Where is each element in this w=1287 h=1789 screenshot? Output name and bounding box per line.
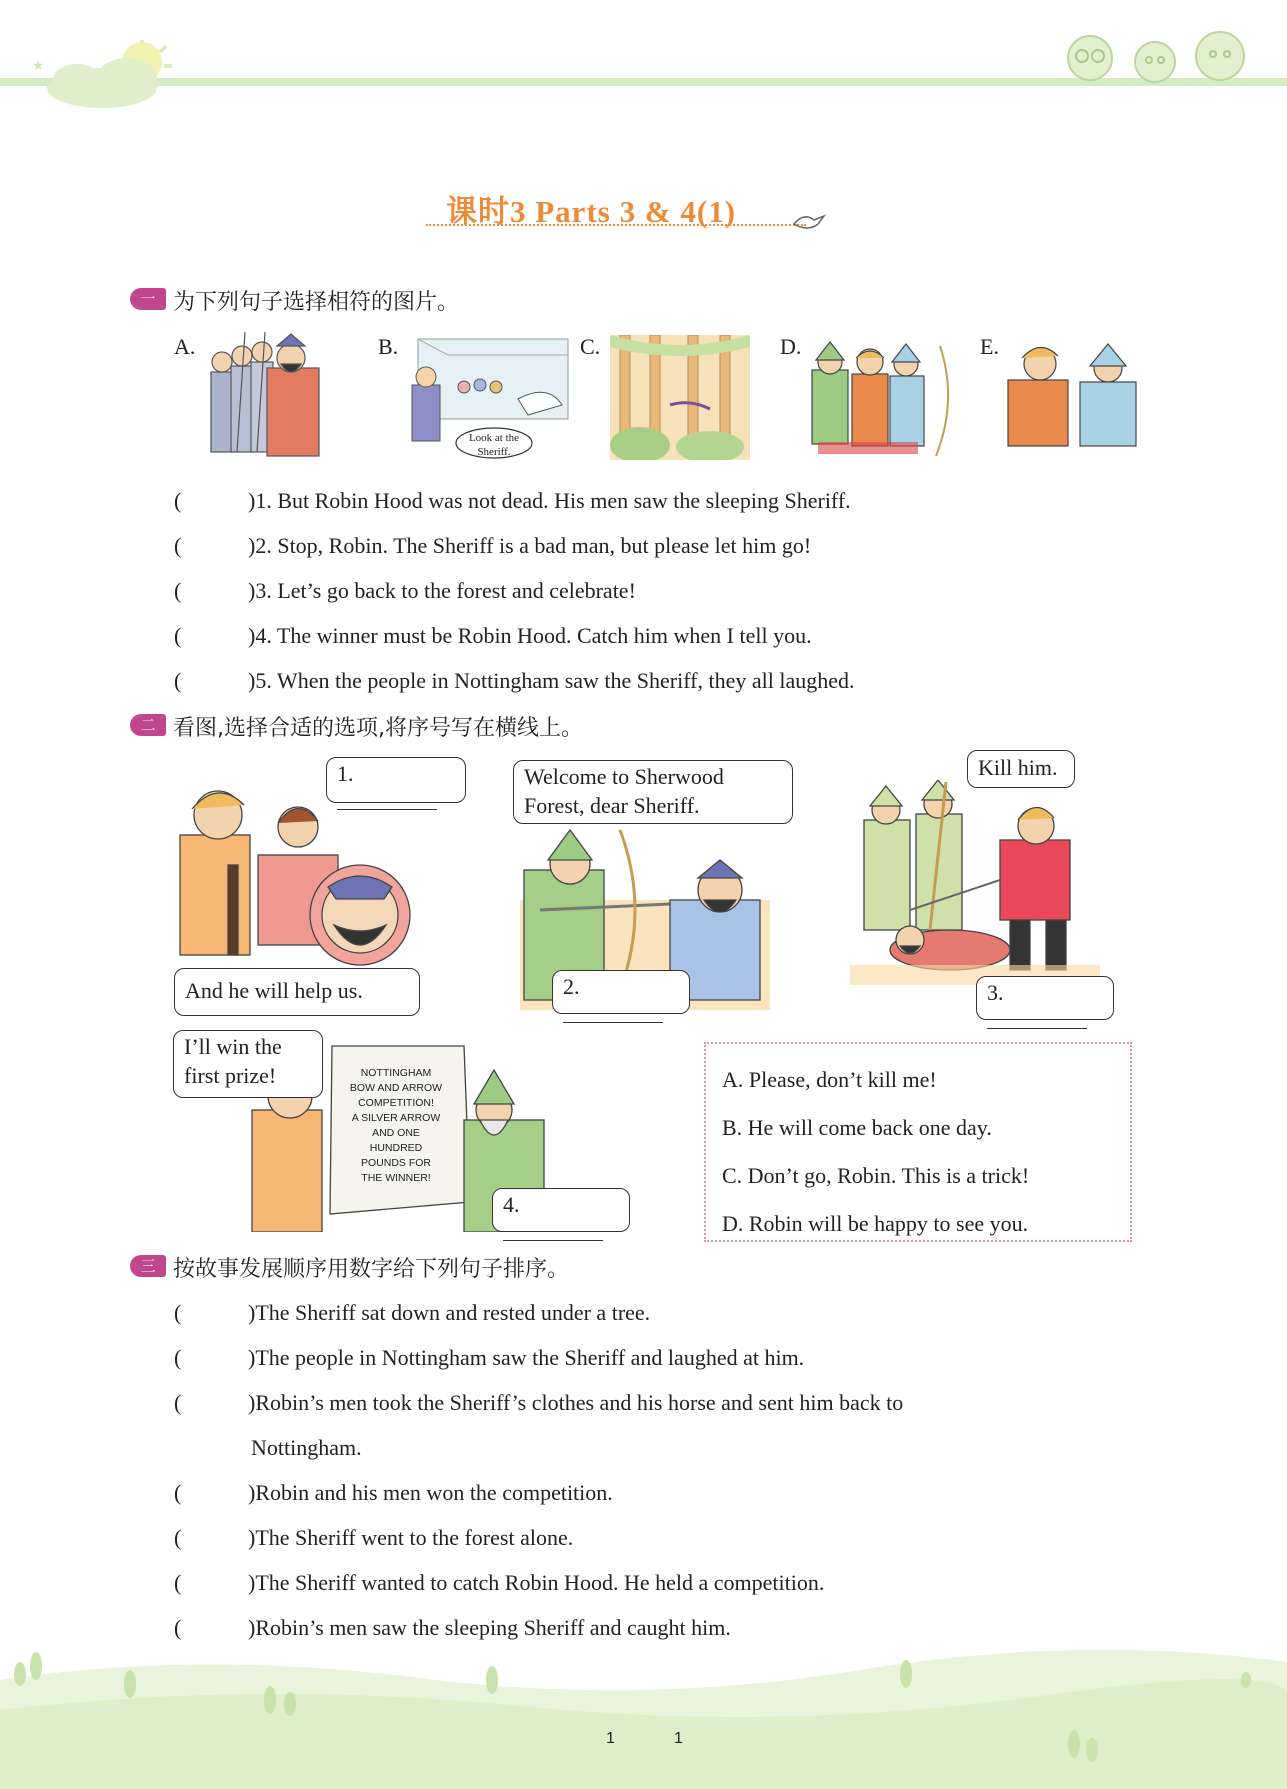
question-text: 2. Stop, Robin. The Sheriff is a bad man, but please let him go! [255, 533, 812, 558]
sun-cloud-icon [32, 40, 182, 110]
answer-blank-1[interactable] [337, 789, 437, 810]
poster-line: NOTTINGHAM [360, 1067, 432, 1079]
section-instruction: 看图,选择合适的选项,将序号写在横线上。 [173, 716, 583, 741]
answer-blank-3[interactable] [987, 1008, 1087, 1029]
answer-paren-open[interactable]: ( [174, 488, 182, 513]
order-paren-close: ) [248, 1390, 256, 1415]
picture-d-robin-men [808, 340, 958, 465]
bird-icon [792, 210, 826, 232]
order-item-5 [174, 1525, 573, 1551]
svg-text:★: ★ [32, 59, 45, 74]
order-item-4 [174, 1480, 613, 1506]
poster-line: A SILVER ARROW [351, 1112, 441, 1124]
picture-b-sign-line2: Sheriff. [477, 446, 511, 458]
order-paren-open[interactable]: ( [174, 1525, 182, 1550]
question-text: 4. The winner must be Robin Hood. Catch him when I tell you. [255, 623, 812, 648]
option-c: C. Don’t go, Robin. This is a trick! [722, 1163, 1030, 1188]
picture-b-people-laughing [408, 335, 570, 463]
question-text: 5. When the people in Nottingham saw the Sheriff, they all laughed. [255, 668, 855, 693]
answer-paren-close: ) [248, 668, 256, 693]
answer-paren-close: ) [248, 578, 256, 603]
bubble-line: Welcome to Sherwood [524, 764, 724, 789]
section-badge: 三 [130, 1255, 166, 1277]
answer-paren-open[interactable]: ( [174, 578, 182, 603]
poster-line: HUNDRED [369, 1142, 423, 1154]
order-paren-open[interactable]: ( [174, 1615, 182, 1640]
answer-paren-close: ) [248, 488, 256, 513]
answer-paren-open[interactable]: ( [174, 623, 182, 648]
order-sentence: The people in Nottingham saw the Sheriff and laughed at him. [255, 1345, 805, 1370]
speech-bubble-help: And he will help us. [174, 968, 420, 1016]
order-item-6 [174, 1570, 824, 1596]
order-sentence: The Sheriff went to the forest alone. [255, 1525, 574, 1550]
green-hills-decoration [0, 1640, 1287, 1789]
page-number: 1 [606, 1730, 615, 1747]
answer-paren-open[interactable]: ( [174, 533, 182, 558]
animal-faces-icon [1055, 22, 1255, 86]
lesson-title: 课时3 Parts 3 & 4(1) [446, 194, 737, 229]
order-paren-close: ) [248, 1345, 256, 1370]
option-d: D. Robin will be happy to see you. [722, 1211, 1029, 1236]
scene-3-kill-him [850, 780, 1100, 985]
bubble-number: 3. [987, 980, 1004, 1005]
picture-a-soldiers-sheriff [205, 332, 323, 460]
speech-bubble-4 [492, 1188, 630, 1232]
order-item-3-continuation: Nottingham. [251, 1435, 362, 1460]
answer-blank-2[interactable] [563, 1002, 663, 1023]
option-b: B. He will come back one day. [722, 1115, 992, 1140]
title-underline [426, 224, 806, 226]
question-5 [174, 668, 854, 694]
picture-letter: E. [980, 334, 999, 359]
order-sentence: The Sheriff sat down and rested under a tree. [255, 1300, 651, 1325]
order-paren-open[interactable]: ( [174, 1480, 182, 1505]
order-paren-open[interactable]: ( [174, 1390, 182, 1415]
answer-paren-close: ) [248, 623, 256, 648]
section-badge: 二 [130, 714, 166, 736]
order-item-1 [174, 1300, 650, 1326]
speech-bubble-1 [326, 757, 466, 803]
poster-line: THE WINNER! [361, 1172, 431, 1184]
speech-bubble-welcome [513, 760, 793, 824]
order-paren-open[interactable]: ( [174, 1345, 182, 1370]
bubble-line: I’ll win the [184, 1034, 282, 1059]
order-paren-close: ) [248, 1570, 256, 1595]
poster-line: AND ONE [372, 1127, 420, 1139]
section-instruction: 按故事发展顺序用数字给下列句子排序。 [173, 1257, 570, 1282]
bubble-line: Forest, dear Sheriff. [524, 792, 700, 818]
picture-b-sign-line1: Look at the [468, 432, 520, 444]
section-instruction: 为下列句子选择相符的图片。 [173, 290, 460, 315]
order-sentence: Robin’s men saw the sleeping Sheriff and caught him. [255, 1615, 731, 1640]
poster-line: POUNDS FOR [360, 1157, 432, 1169]
section-badge: 一 [130, 288, 166, 310]
options-box [704, 1042, 1132, 1242]
bubble-number: 2. [563, 974, 580, 999]
bubble-number: 4. [503, 1192, 520, 1217]
order-sentence: Robin and his men won the competition. [255, 1480, 613, 1505]
picture-c-forest [610, 335, 750, 460]
order-paren-close: ) [248, 1615, 256, 1640]
bubble-line: first prize! [184, 1062, 277, 1088]
answer-paren-close: ) [248, 533, 256, 558]
order-paren-close: ) [248, 1525, 256, 1550]
speech-bubble-3 [976, 976, 1114, 1020]
speech-bubble-2 [552, 970, 690, 1014]
order-paren-close: ) [248, 1480, 256, 1505]
bubble-number: 1. [337, 761, 354, 786]
order-item-3 [174, 1390, 903, 1416]
question-4 [174, 623, 812, 649]
order-paren-close: ) [248, 1300, 256, 1325]
poster-line: COMPETITION! [358, 1097, 434, 1109]
poster-line: BOW AND ARROW [349, 1082, 443, 1094]
order-paren-open[interactable]: ( [174, 1300, 182, 1325]
picture-letter: C. [580, 334, 601, 359]
page-number: 1 [674, 1730, 683, 1747]
order-item-7 [174, 1615, 731, 1641]
picture-letter: D. [780, 334, 802, 359]
order-paren-open[interactable]: ( [174, 1570, 182, 1595]
order-sentence: The Sheriff wanted to catch Robin Hood. He held a competition. [255, 1570, 825, 1595]
speech-bubble-win [173, 1030, 323, 1098]
question-2 [174, 533, 811, 559]
speech-bubble-kill: Kill him. [967, 750, 1075, 788]
answer-blank-4[interactable] [503, 1220, 603, 1241]
question-text: 1. But Robin Hood was not dead. His men saw the sleeping Sheriff. [255, 488, 851, 513]
option-a: A. Please, don’t kill me! [722, 1067, 937, 1092]
question-3 [174, 578, 636, 604]
order-sentence: Robin’s men took the Sheriff’s clothes and his horse and sent him back to [255, 1390, 904, 1415]
picture-e-robin-talking [1004, 340, 1140, 450]
question-text: 3. Let’s go back to the forest and celebrate! [255, 578, 636, 603]
answer-paren-open[interactable]: ( [174, 668, 182, 693]
question-1 [174, 488, 851, 514]
picture-letter: A. [174, 334, 196, 359]
order-item-2 [174, 1345, 804, 1371]
picture-letter: B. [378, 334, 399, 359]
